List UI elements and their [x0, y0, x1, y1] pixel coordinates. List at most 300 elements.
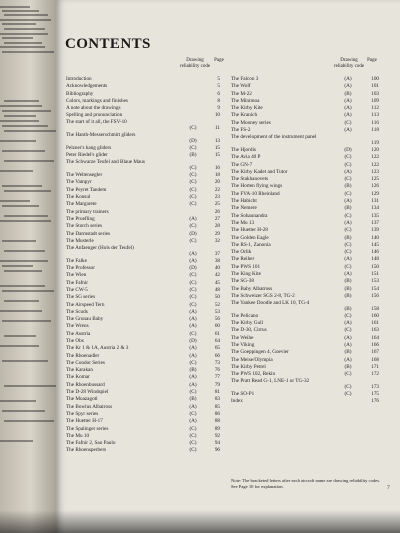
toc-entry-page: 15 [214, 144, 220, 151]
toc-entry-title: The Kirby Petrel [231, 363, 266, 370]
toc-entry-page: 37 [214, 250, 220, 257]
toc-entry [66, 353, 226, 360]
toc-entry-title: The Anfaenger (Hols der Teufel) [66, 244, 134, 251]
toc-entry-title: Acknowledgements [66, 83, 108, 90]
toc-entry [66, 76, 226, 83]
facing-page-text-line [4, 250, 45, 252]
toc-entry-page: 92 [214, 432, 220, 439]
toc-entry-title: The Pratt Read G-1, LNE-1 or TG-32 [231, 378, 310, 385]
toc-entry [231, 112, 391, 119]
toc-entry-code: (C) [344, 161, 352, 168]
toc-entry [66, 172, 226, 179]
toc-entry-title: The Kranich [231, 112, 258, 119]
toc-entry-title: The Wrens [66, 323, 89, 330]
toc-entry-code: (B) [189, 367, 197, 374]
toc-entry [66, 223, 226, 230]
toc-entry-page: 45 [214, 279, 220, 286]
facing-page-text-line [0, 310, 42, 312]
toc-entry-code: (C) [189, 410, 197, 417]
toc-entry-page: 101 [371, 83, 379, 90]
toc-entry [66, 265, 226, 272]
toc-entry-page: 9 [217, 105, 220, 112]
toc-entry-code: (C) [189, 237, 197, 244]
toc-entry-title: The Avia 40 P [231, 154, 261, 161]
toc-entry-title: The Habicht [231, 198, 257, 205]
toc-entry [66, 411, 226, 418]
toc-entry [231, 162, 391, 169]
toc-entry-code: (C) [189, 164, 197, 171]
toc-entry [66, 367, 226, 374]
toc-entry-title: The Pruefling [66, 215, 95, 222]
toc-entry-code: (C) [344, 327, 352, 334]
toc-entry-code: (C) [344, 154, 352, 161]
toc-entry-page: 8 [217, 97, 220, 104]
toc-entry-title: The Scuds [66, 308, 88, 315]
toc-entry-code: (C) [344, 119, 352, 126]
toc-entry-page: 168 [371, 356, 379, 363]
toc-entry-code: (C) [344, 249, 352, 256]
toc-entry-page: 26 [214, 208, 220, 215]
toc-entry-title: The Hjordis [231, 146, 256, 153]
toc-entry-page: 73 [214, 359, 220, 366]
facing-page-text-line [2, 240, 36, 242]
page-title: CONTENTS [65, 36, 151, 52]
facing-page-text-line [4, 215, 48, 217]
toc-entry-page: 145 [371, 241, 379, 248]
toc-entry-title: The Vampyr [66, 179, 92, 186]
toc-entry-title: The Horten flying wings [231, 183, 283, 190]
toc-entry-title: The Komar [66, 374, 90, 381]
toc-entry-code: (C) [344, 241, 352, 248]
toc-entry-code: (A) [189, 308, 197, 315]
toc-entry-page: 11 [215, 125, 220, 132]
toc-entry-title: The Stakhanovets [231, 176, 269, 183]
toc-entry-page: 5 [217, 76, 220, 82]
toc-entry-code: (C) [189, 223, 197, 230]
facing-page-text-line [2, 360, 48, 362]
toc-entry [231, 357, 391, 364]
toc-entry [66, 302, 226, 309]
toc-entry-title: The Kirby Kite [231, 105, 263, 112]
toc-entry [66, 418, 226, 425]
toc-entry [231, 242, 391, 249]
toc-entry-page: 116 [371, 119, 379, 126]
toc-entry-title: The King Kite [231, 271, 261, 278]
toc-entry-code: (C) [189, 425, 197, 432]
toc-entry-page: 28 [214, 223, 220, 230]
toc-entry-page: 134 [371, 205, 379, 212]
toc-entry-page: 122 [371, 154, 379, 161]
toc-entry [231, 327, 391, 334]
toc-entry-page: 66 [214, 352, 220, 359]
toc-entry [66, 447, 226, 454]
toc-entry-title: The Kr 1 & 1A, Austria 2 & 3 [66, 345, 129, 352]
facing-page-text-line [4, 115, 36, 117]
toc-entry-page: 77 [214, 374, 220, 381]
toc-entry-page: 79 [214, 381, 220, 388]
toc-entry-page: 113 [371, 112, 379, 119]
toc-entry [231, 198, 391, 205]
toc-entry-title: Pelzner's hang gliders [66, 144, 112, 151]
toc-entry-page: 166 [371, 341, 379, 348]
facing-page-text-line [4, 28, 45, 30]
facing-page-text-line [0, 440, 33, 442]
toc-entry-title: The Rhoenbussard [66, 381, 105, 388]
facing-page-text-line [2, 265, 33, 267]
toc-entry-code: (A) [344, 256, 352, 263]
toc-entry-page: 5 [217, 83, 220, 90]
toc-entry [66, 440, 226, 447]
toc-entry-page: 16 [214, 164, 220, 171]
toc-entry-title: The Musterle [66, 237, 94, 244]
toc-entry-code: (C) [189, 330, 197, 337]
toc-entry-title: The Peyret Tandem [66, 186, 107, 193]
toc-entry-code: (B) [344, 205, 352, 212]
toc-entry [66, 374, 226, 381]
toc-entry-code: (C) [189, 172, 197, 179]
facing-page-text-line [4, 100, 39, 102]
toc-entry [66, 316, 226, 323]
toc-entry-page: 129 [371, 190, 379, 197]
toc-entry-page: 167 [371, 349, 379, 356]
toc-entry [66, 309, 226, 316]
toc-entry-page: 42 [214, 272, 220, 279]
facing-page-text-line [0, 345, 39, 347]
facing-page-text-line [2, 205, 39, 207]
toc-entry [231, 364, 391, 371]
page-number: 7 [387, 485, 390, 491]
toc-entry-page: 160 [371, 312, 379, 319]
toc-entry-page: 64 [214, 337, 220, 344]
toc-entry-page: 23 [214, 194, 220, 201]
toc-entry-page: 60 [214, 323, 220, 330]
toc-entry-title: The Karakan [66, 367, 93, 374]
toc-entry-page: 65 [214, 345, 220, 352]
toc-entry [231, 335, 391, 342]
contents-page [56, 0, 400, 533]
toc-entry-title: The Spalinger series [66, 425, 109, 432]
toc-entry-title: Introduction [66, 76, 92, 82]
facing-page-text-line [0, 200, 30, 202]
facing-page-text-line [0, 6, 30, 8]
toc-entry-page: 40 [214, 265, 220, 272]
toc-entry [66, 98, 226, 105]
toc-entry-page: 123 [371, 168, 379, 175]
toc-entry-code: (A) [344, 271, 352, 278]
toc-entry-page: 120 [371, 146, 379, 153]
toc-entry-code: (A) [344, 320, 352, 327]
toc-entry-page: 15 [214, 152, 220, 159]
toc-entry [231, 313, 391, 320]
left-header-page: Page [214, 58, 224, 63]
toc-entry [231, 91, 391, 98]
toc-entry [231, 213, 391, 220]
toc-entry-code: (A) [189, 403, 197, 410]
facing-page-text-line [4, 420, 54, 422]
toc-entry-page: 89 [214, 425, 220, 432]
toc-entry-page: 173 [371, 383, 379, 390]
toc-entry-title: The Schweizer SGS 2-8, TG-2 [231, 292, 295, 299]
toc-entry [66, 331, 226, 338]
toc-entry-page: 140 [371, 234, 379, 241]
toc-entry-page: 52 [214, 301, 220, 308]
toc-entry [66, 396, 226, 403]
toc-entry-title: Bibliography [66, 90, 94, 97]
toc-entry-title: The Minimoa [231, 97, 260, 104]
toc-entry-code: (C) [189, 201, 197, 208]
toc-entry-page: 61 [214, 330, 220, 337]
toc-entry-code: (A) [344, 105, 352, 112]
toc-entry-code: (C) [344, 227, 352, 234]
toc-entry-title: The Konsul [66, 194, 91, 201]
toc-entry-code: (A) [189, 250, 197, 257]
toc-entry-title: The FS-2 [231, 127, 251, 134]
toc-entry [231, 378, 391, 391]
toc-entry-title: A note about the drawings [66, 105, 121, 112]
toc-entry-title: The Airspeed Tern [66, 301, 105, 308]
toc-entry-page: 122 [371, 161, 379, 168]
toc-entry-title: The Pelicano [231, 312, 259, 319]
facing-page-text-line [2, 37, 33, 39]
facing-page-text-line [0, 105, 42, 107]
toc-entry-title: The RS-1, Zanonia [231, 241, 271, 248]
toc-entry-page: 154 [371, 285, 379, 292]
toc-entry-code: (A) [344, 112, 352, 119]
toc-entry-title: The Fafnir 2, Sao Paulo [66, 440, 116, 447]
toc-entry-code: (B) [189, 152, 197, 159]
toc-entry [231, 183, 391, 190]
toc-entry [231, 349, 391, 356]
toc-entry-title: The Moazagotl [66, 396, 98, 403]
toc-entry [66, 258, 226, 265]
toc-entry-code: (A) [344, 198, 352, 205]
toc-entry-page: 137 [371, 219, 379, 226]
toc-entry-title: The Weltensegler [66, 172, 103, 179]
toc-entry-page: 119 [371, 139, 379, 146]
toc-entry [66, 389, 226, 396]
toc-entry [231, 120, 391, 127]
toc-entry-page: 146 [371, 249, 379, 256]
toc-entry-code: (C) [189, 179, 197, 186]
facing-page-text-line [0, 120, 39, 122]
facing-page-text-line [2, 10, 39, 12]
toc-entry-title: The Goeppingen 4, Goevier [231, 349, 289, 356]
toc-entry-page: 50 [214, 294, 220, 301]
toc-entry-title: Peter Riedel's glider [66, 152, 108, 159]
toc-entry-page: 88 [214, 418, 220, 425]
toc-entry-title: The Spyr series [66, 410, 99, 417]
left-header-code: Drawing reliability code [179, 58, 211, 69]
facing-page-text-line [2, 320, 51, 322]
facing-page-text-line [0, 220, 51, 222]
toc-entry [66, 323, 226, 330]
toc-entry-page: 20 [214, 179, 220, 186]
toc-entry-page: 86 [214, 410, 220, 417]
facing-page-text-line [4, 300, 39, 302]
toc-entry-code: (A) [344, 168, 352, 175]
toc-entry [66, 231, 226, 238]
toc-entry-title: The Storch series [66, 223, 103, 230]
toc-entry-page: 38 [214, 257, 220, 264]
toc-entry [231, 83, 391, 90]
toc-entry [231, 391, 391, 398]
contents-left-column [66, 76, 226, 455]
toc-entry-title: The Mooney series [231, 119, 271, 126]
toc-entry-code: (B) [344, 90, 352, 97]
toc-entry [66, 179, 226, 186]
toc-entry-title: The development of the instrument panel [231, 133, 317, 140]
toc-entry [66, 216, 226, 223]
toc-entry-title: The Weihe [231, 334, 254, 341]
toc-entry-title: The Rhoenadler [66, 352, 100, 359]
toc-entry-title: The Wolf [231, 83, 251, 90]
toc-entry-page: 148 [371, 256, 379, 263]
toc-entry-page: 18 [214, 172, 220, 179]
toc-entry-code: (A) [189, 352, 197, 359]
toc-entry-title: The start of it all, the FSV-10 [66, 119, 127, 126]
toc-entry [66, 194, 226, 201]
toc-entry-page: 172 [371, 371, 379, 378]
toc-entry-code: (C) [189, 432, 197, 439]
toc-entry-code: (C) [344, 263, 352, 270]
toc-entry-code: (C) [344, 212, 352, 219]
toc-entry-page: 10 [214, 112, 220, 119]
toc-entry-code: (A) [344, 127, 352, 134]
toc-entry-page: 48 [214, 286, 220, 293]
facing-page-text-line [2, 185, 42, 187]
toc-entry-title: The SO-P1 [231, 391, 255, 398]
toc-entry-code: (C) [189, 359, 197, 366]
toc-entry-title: The Mu 10 [66, 432, 90, 439]
toc-entry-code: (C) [189, 144, 197, 151]
toc-entry-title: The Orlik [231, 249, 252, 256]
toc-entry-title: The Fafnir [66, 279, 89, 286]
facing-page-text-line [0, 140, 36, 142]
toc-entry-page: 96 [214, 447, 220, 454]
toc-entry-title: The Baby Albatross [231, 285, 273, 292]
toc-entry [66, 160, 226, 173]
toc-entry [66, 245, 226, 258]
facing-page-edge [0, 0, 56, 533]
toc-entry-page: 109 [371, 97, 379, 104]
toc-entry-code: (A) [344, 76, 352, 82]
toc-entry-title: Colors, markings and finishes [66, 97, 128, 104]
toc-entry [66, 272, 226, 279]
toc-entry-code: (A) [189, 316, 197, 323]
toc-entry-code: (A) [189, 345, 197, 352]
toc-entry-page: 25 [214, 201, 220, 208]
toc-entry-title: The CW-5 [66, 286, 88, 293]
toc-entry-code: (B) [344, 285, 352, 292]
toc-entry [66, 382, 226, 389]
toc-entry [231, 320, 391, 327]
reliability-note: Note: The bracketed letters after each aircraft name are drawing reliability codes. See Page 10 for explanation. [231, 478, 381, 489]
toc-entry-title: The Kirby Kadet and Tutor [231, 168, 288, 175]
facing-page-text-line [0, 33, 48, 35]
right-header-code: Drawing reliability code [333, 58, 365, 69]
toc-entry-title: The SG-38 [231, 278, 254, 285]
facing-page-text-line [4, 160, 54, 162]
facing-page-text-line [2, 150, 45, 152]
right-header-page: Page [367, 58, 377, 63]
toc-entry-page: 158 [371, 305, 379, 312]
toc-entry-page: 153 [371, 278, 379, 285]
toc-entry-page: 163 [371, 327, 379, 334]
toc-entry-title: The D-28 Windspiel [66, 389, 109, 396]
toc-entry-code: (B) [344, 363, 352, 370]
toc-entry-title: The FVA-10 Rheinland [231, 190, 280, 197]
toc-entry [231, 271, 391, 278]
toc-entry-code: (B) [344, 234, 352, 241]
toc-entry-title: The primary trainers [66, 208, 109, 215]
toc-entry-code: (D) [189, 265, 197, 272]
facing-page-text-line [4, 385, 56, 387]
toc-entry-code: (A) [189, 257, 197, 264]
toc-entry-title: The Kirby Gull [231, 320, 263, 327]
toc-entry [231, 398, 391, 405]
toc-entry-code: (C) [189, 125, 197, 132]
toc-entry-code: (C) [189, 440, 197, 447]
toc-entry-page: 175 [371, 391, 379, 398]
toc-entry-code: (C) [344, 383, 352, 390]
toc-entry-page: 6 [217, 90, 220, 97]
toc-entry [231, 235, 391, 242]
toc-entry-title: The Condor Series [66, 359, 105, 366]
toc-entry-title: The Nemere [231, 205, 257, 212]
toc-entry [66, 105, 226, 112]
toc-entry-title: The Darmstadt series [66, 230, 111, 237]
toc-entry-title: The Yankee Doodle and LK 10, TG-4 [231, 299, 310, 306]
toc-entry-page: 85 [214, 403, 220, 410]
toc-entry-title: The Viking [231, 341, 255, 348]
toc-entry-code: (D) [189, 137, 197, 144]
toc-entry-title: The Schwarze Teufel and Blaue Maus [66, 159, 145, 166]
toc-entry-code: (D) [344, 146, 352, 153]
toc-entry-title: The Meise/Olympia [231, 356, 273, 363]
toc-entry-page: 22 [214, 186, 220, 193]
toc-entry-title: The Hanth-Messerschmitt gliders [66, 131, 136, 138]
toc-entry-code: (D) [189, 337, 197, 344]
toc-entry-code: (B) [344, 183, 352, 190]
toc-entry [66, 404, 226, 411]
toc-entry-code: (A) [189, 323, 197, 330]
toc-entry-page: 81 [214, 389, 220, 396]
toc-entry [231, 227, 391, 234]
toc-entry-code: (A) [189, 374, 197, 381]
toc-entry-code: (C) [344, 391, 352, 398]
toc-entry [66, 91, 226, 98]
toc-entry-title: Index [231, 398, 243, 405]
facing-page-text-line [0, 285, 45, 287]
toc-entry-title: The GN-7 [231, 161, 253, 168]
toc-entry-page: 83 [214, 396, 220, 403]
toc-entry-title: The Huetter H-17 [66, 418, 103, 425]
facing-page-text-line [0, 19, 51, 21]
toc-entry-code: (C) [189, 301, 197, 308]
toc-entry-title: The PWS 101 [231, 263, 261, 270]
toc-entry-page: 135 [371, 212, 379, 219]
toc-entry-page: 56 [214, 316, 220, 323]
toc-entry [231, 98, 391, 105]
toc-entry [66, 360, 226, 367]
toc-entry [231, 105, 391, 112]
toc-entry-code: (C) [189, 194, 197, 201]
toc-entry-title: The Obs [66, 337, 84, 344]
toc-entry-page: 112 [371, 105, 379, 112]
toc-entry-page: 151 [371, 271, 379, 278]
facing-page-text-line [0, 260, 48, 262]
toc-entry [66, 280, 226, 287]
